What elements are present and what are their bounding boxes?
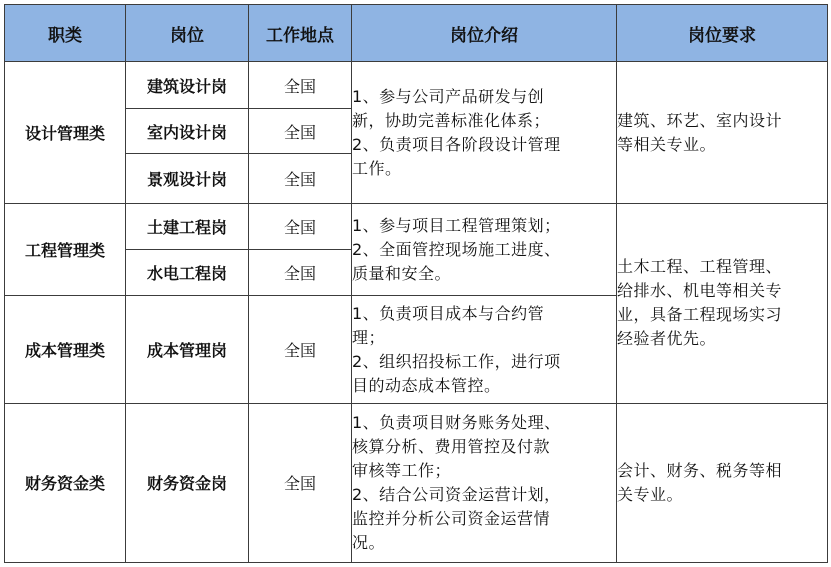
requirement-line: 业，具备工程现场实习 [617,305,783,325]
requirement-line: 经验者优先。 [617,329,717,349]
header-position: 岗位 [126,5,249,62]
requirement-line: 关专业。 [617,484,684,504]
intro-line: 1、参与公司产品研发与创 [352,86,545,106]
table-row [5,62,828,109]
intro-line: 2、负责项目各阶段设计管理 [352,134,561,154]
requirement-line: 等相关专业。 [617,134,717,154]
location-cell: 全国 [249,109,352,154]
job-table [4,4,828,563]
header-category: 职类 [5,5,126,62]
intro-cell [352,403,617,562]
header-requirement: 岗位要求 [617,5,828,62]
category-cell: 成本管理类 [5,296,126,403]
table-row [5,204,828,250]
position-cell: 室内设计岗 [126,109,249,154]
intro-line: 监控并分析公司资金运营情 [352,508,551,528]
intro-line: 核算分析、费用管控及付款 [352,436,551,456]
position-cell: 财务资金岗 [126,403,249,562]
intro-line: 况。 [352,532,386,552]
header-location: 工作地点 [249,5,352,62]
position-cell: 成本管理岗 [126,296,249,403]
intro-cell [352,62,617,204]
intro-line: 1、参与项目工程管理策划； [352,215,561,235]
requirement-line: 建筑、环艺、室内设计 [617,110,783,130]
location-cell: 全国 [249,250,352,296]
location-cell: 全国 [249,204,352,250]
position-cell: 水电工程岗 [126,250,249,296]
table-row [5,403,828,562]
intro-line: 1、负责项目财务账务处理、 [352,412,561,432]
category-cell: 财务资金类 [5,403,126,562]
location-cell: 全国 [249,62,352,109]
requirement-cell [617,403,828,562]
location-cell: 全国 [249,296,352,403]
intro-cell [352,204,617,296]
category-cell: 工程管理类 [5,204,126,296]
position-cell: 建筑设计岗 [126,62,249,109]
category-cell: 设计管理类 [5,62,126,204]
intro-line: 2、结合公司资金运营计划， [352,484,561,504]
intro-line: 理； [352,327,386,347]
intro-cell [352,296,617,403]
position-cell: 土建工程岗 [126,204,249,250]
requirement-line: 土木工程、工程管理、 [617,257,783,277]
intro-line: 目的动态成本管控。 [352,375,501,395]
requirement-cell [617,204,828,403]
intro-line: 工作。 [352,158,402,178]
intro-line: 审核等工作； [352,460,452,480]
location-cell: 全国 [249,403,352,562]
location-cell: 全国 [249,154,352,204]
header-row [5,5,828,62]
requirement-line: 给排水、机电等相关专 [617,281,783,301]
intro-line: 质量和安全。 [352,263,452,283]
requirement-line: 会计、财务、税务等相 [617,460,783,480]
position-cell: 景观设计岗 [126,154,249,204]
intro-line: 新，协助完善标准化体系； [352,110,551,130]
intro-line: 2、全面管控现场施工进度、 [352,239,561,259]
intro-line: 2、组织招投标工作，进行项 [352,351,561,371]
intro-line: 1、负责项目成本与合约管 [352,303,545,323]
requirement-cell [617,62,828,204]
header-intro: 岗位介绍 [352,5,617,62]
